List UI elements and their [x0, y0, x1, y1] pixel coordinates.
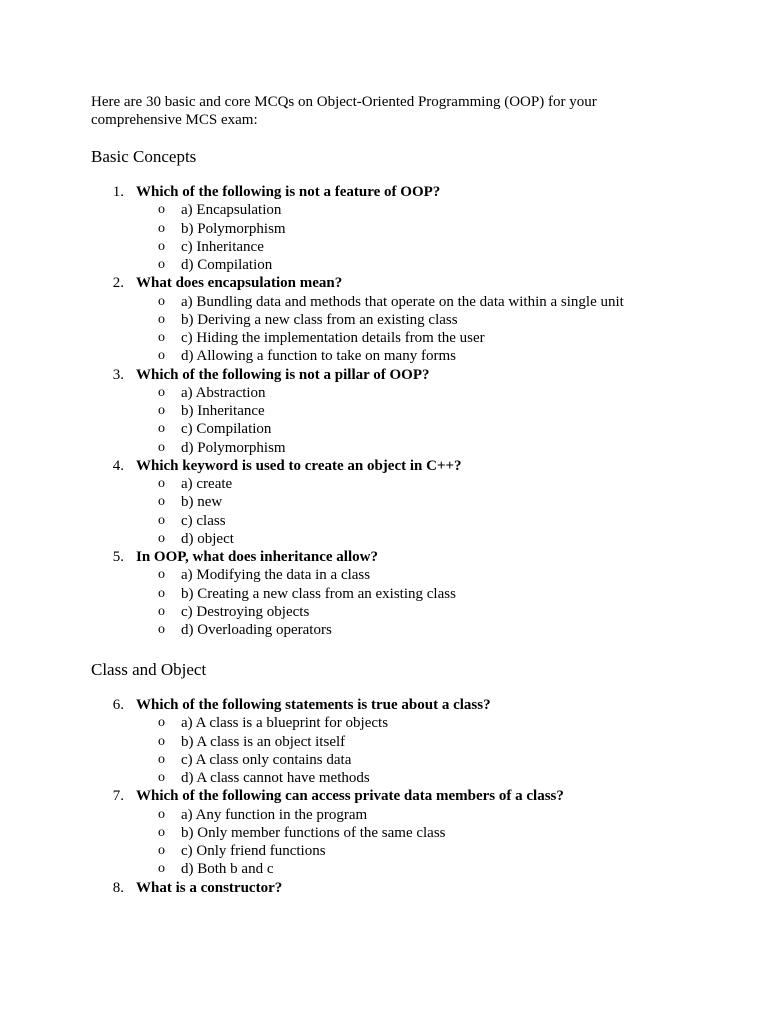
question-text: Which of the following is not a feature of OOP? [136, 184, 441, 200]
bullet-marker: o [158, 806, 165, 822]
option-item [0, 402, 768, 420]
bullet-marker: o [158, 439, 165, 455]
question-number: 1. [112, 184, 124, 200]
option-text: b) Inheritance [181, 403, 265, 419]
bullet-marker: o [158, 622, 165, 637]
option-item [0, 238, 768, 256]
question-item [0, 879, 768, 897]
option-text: d) object [181, 530, 234, 547]
bullet-marker: o [158, 751, 165, 767]
option-text: d) Both b and c [181, 861, 274, 878]
question-item [0, 366, 768, 384]
option-item [0, 293, 768, 311]
option-item [0, 842, 768, 860]
bullet-marker: o [158, 403, 165, 418]
option-text: a) A class is a blueprint for objects [181, 715, 389, 732]
option-text: b) new [181, 494, 223, 511]
question-number: 5. [112, 549, 124, 565]
option-item [0, 585, 768, 603]
option-item [0, 475, 768, 493]
section-heading: Class and Object [91, 660, 207, 679]
question-number: 4. [112, 457, 124, 474]
option-text: a) Any function in the program [181, 806, 368, 823]
bullet-marker: o [158, 843, 165, 858]
option-item [0, 751, 768, 769]
option-item [0, 329, 768, 347]
option-item [0, 566, 768, 584]
section-heading: Basic Concepts [91, 147, 197, 166]
bullet-marker: o [158, 861, 165, 877]
option-text: d) Allowing a function to take on many forms [181, 348, 456, 365]
option-text: a) Abstraction [181, 384, 266, 401]
option-item [0, 603, 768, 621]
option-text: c) A class only contains data [181, 751, 352, 768]
option-item [0, 824, 768, 842]
question-number: 7. [112, 788, 124, 805]
option-text: c) Hiding the implementation details from the user [181, 330, 485, 346]
question-number: 6. [112, 697, 124, 713]
bullet-marker: o [158, 202, 165, 218]
intro-paragraph: Here are 30 basic and core MCQs on Object-Oriented Programming (OOP) for your comprehensive MCS exam: [91, 94, 597, 128]
option-text: c) class [181, 512, 226, 529]
option-item [0, 420, 768, 438]
option-text: a) create [181, 476, 233, 492]
bullet-marker: o [158, 567, 165, 583]
option-text: b) Deriving a new class from an existing class [181, 311, 458, 328]
bullet-marker: o [158, 421, 165, 437]
question-text: What is a constructor? [136, 879, 283, 896]
option-text: c) Inheritance [181, 238, 264, 255]
bullet-marker: o [158, 348, 165, 364]
bullet-marker: o [158, 476, 165, 491]
option-item [0, 439, 768, 457]
option-item [0, 530, 768, 548]
option-item [0, 769, 768, 787]
option-text: b) A class is an object itself [181, 733, 346, 750]
option-item [0, 860, 768, 878]
option-text: a) Bundling data and methods that operate on the data within a single unit [181, 293, 624, 310]
option-text: d) Compilation [181, 257, 273, 273]
option-text: c) Compilation [181, 421, 272, 438]
option-text: d) A class cannot have methods [181, 770, 370, 786]
question-text: Which of the following is not a pillar of OOP? [136, 366, 430, 383]
bullet-marker: o [158, 257, 165, 272]
bullet-marker: o [158, 603, 165, 619]
bullet-marker: o [158, 494, 165, 510]
bullet-marker: o [158, 770, 165, 785]
option-item [0, 347, 768, 365]
bullet-marker: o [158, 311, 165, 327]
question-item [0, 274, 768, 292]
question-number: 8. [112, 879, 124, 896]
question-text: In OOP, what does inheritance allow? [136, 549, 378, 565]
option-text: a) Encapsulation [181, 202, 282, 219]
question-text: Which keyword is used to create an object in C++? [136, 457, 462, 474]
question-number: 2. [112, 275, 124, 292]
question-item [0, 696, 768, 714]
question-item [0, 183, 768, 201]
option-text: b) Creating a new class from an existing class [181, 585, 456, 602]
option-item [0, 201, 768, 219]
bullet-marker: o [158, 715, 165, 731]
bullet-marker: o [158, 293, 165, 309]
option-item [0, 714, 768, 732]
option-item [0, 733, 768, 751]
question-item [0, 457, 768, 475]
option-item [0, 311, 768, 329]
question-number: 3. [112, 366, 124, 383]
option-text: d) Overloading operators [181, 622, 332, 638]
option-item [0, 806, 768, 824]
option-item [0, 493, 768, 511]
option-text: d) Polymorphism [181, 439, 286, 456]
option-item [0, 512, 768, 530]
question-text: Which of the following statements is true about a class? [136, 697, 491, 713]
bullet-marker: o [158, 384, 165, 400]
option-text: c) Destroying objects [181, 603, 310, 620]
question-text: What does encapsulation mean? [136, 275, 343, 292]
bullet-marker: o [158, 585, 165, 601]
bullet-marker: o [158, 733, 165, 749]
question-item [0, 548, 768, 566]
option-item [0, 256, 768, 274]
bullet-marker: o [158, 530, 165, 546]
option-item [0, 384, 768, 402]
option-text: a) Modifying the data in a class [181, 567, 371, 584]
question-item [0, 787, 768, 805]
bullet-marker: o [158, 824, 165, 840]
option-text: b) Polymorphism [181, 220, 286, 237]
question-text: Which of the following can access private data members of a class? [136, 788, 564, 805]
bullet-marker: o [158, 238, 165, 254]
option-text: c) Only friend functions [181, 843, 326, 859]
bullet-marker: o [158, 330, 165, 345]
option-text: b) Only member functions of the same class [181, 824, 446, 841]
option-item [0, 220, 768, 238]
option-item [0, 621, 768, 639]
bullet-marker: o [158, 512, 165, 528]
bullet-marker: o [158, 220, 165, 236]
